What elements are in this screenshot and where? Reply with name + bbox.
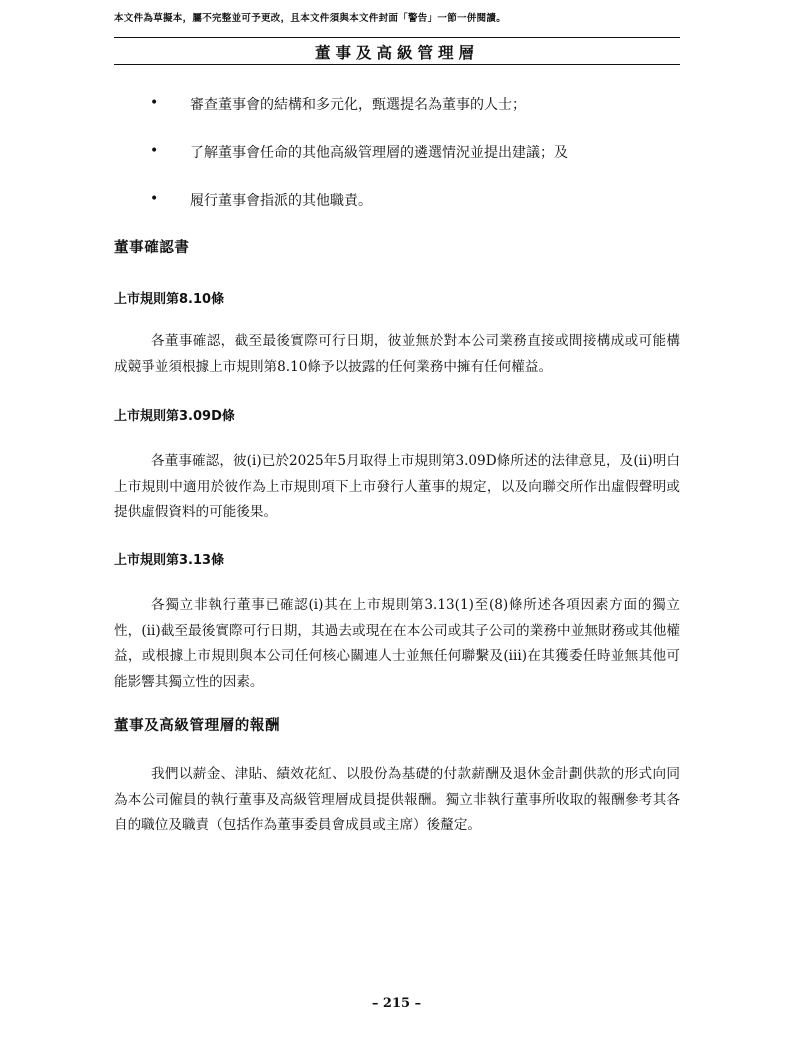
rule-313-heading: 上市規則第3.13條 <box>114 553 225 568</box>
bullet-marker: • <box>150 95 159 111</box>
bullet-item-1: 審查董事會的結構和多元化，甄選提名為董事的人士； <box>190 97 526 113</box>
bullet-marker: • <box>150 143 159 159</box>
header-rule-bottom <box>114 64 680 65</box>
page-number: – 215 – <box>371 996 422 1011</box>
bullet-item-3: 履行董事會指派的其他職責。 <box>190 193 372 209</box>
bullet-marker: • <box>150 191 159 207</box>
rule-309d-paragraph: 各董事確認，彼(i)已於2025年5月取得上市規則第3.09D條所述的法律意見，及(ii)明白上市規則中適用於彼作為上市規則項下上市發行人董事的規定，以及向聯交所作出虛假聲明或提供虛假資料的可能後果。 <box>114 453 680 520</box>
draft-notice: 本文件為草擬本，屬不完整並可予更改，且本文件須與本文件封面「警告」一節一併閱讀。 <box>114 13 507 24</box>
bullet-item-2: 了解董事會任命的其他高級管理層的遴選情況並提出建議；及 <box>190 145 568 161</box>
rule-810-heading: 上市規則第8.10條 <box>114 292 225 307</box>
rule-309d-heading: 上市規則第3.09D條 <box>114 409 235 424</box>
confirmation-heading: 董事確認書 <box>114 240 190 256</box>
header-rule-top <box>114 37 680 38</box>
remuneration-paragraph: 我們以薪金、津貼、績效花紅、以股份為基礎的付款薪酬及退休金計劃供款的形式向同為本公司僱員的執行董事及高級管理層成員提供報酬。獨立非執行董事所收取的報酬參考其各自的職位及職責（包括作為董事委員會成員或主席）後釐定。 <box>114 766 680 833</box>
remuneration-heading: 董事及高級管理層的報酬 <box>114 718 281 734</box>
rule-810-paragraph: 各董事確認，截至最後實際可行日期，彼並無於對本公司業務直接或間接構成或可能構成競爭並須根據上市規則第8.10條予以披露的任何業務中擁有任何權益。 <box>114 333 680 375</box>
section-title: 董事及高級管理層 <box>314 44 479 62</box>
rule-313-paragraph: 各獨立非執行董事已確認(i)其在上市規則第3.13(1)至(8)條所述各項因素方面的獨立性，(ii)截至最後實際可行日期，其過去或現在在本公司或其子公司的業務中並無財務或其他權益，或根據上市規則與本公司任何核心關連人士並無任何聯繫及(iii)在其獲委任時並無其他可能影響其獨立性的因素。 <box>114 597 680 690</box>
